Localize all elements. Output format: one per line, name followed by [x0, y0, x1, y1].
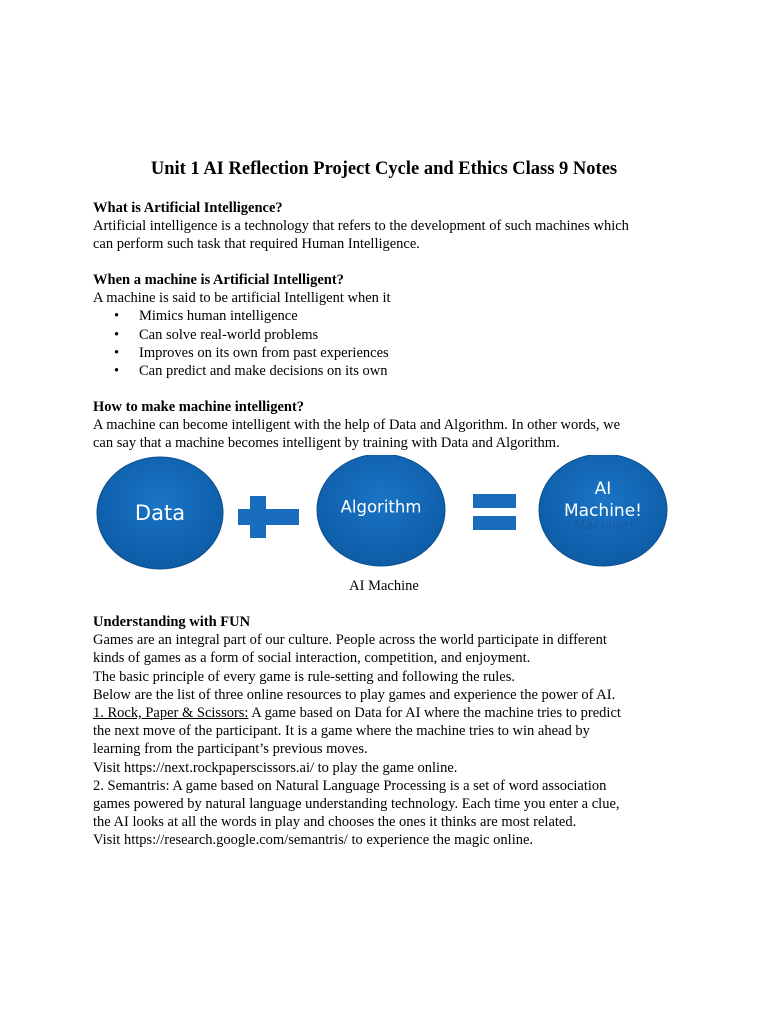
ai-machine-label-shadow: Machine!: [574, 518, 634, 534]
section-heading: What is Artificial Intelligence?: [93, 200, 283, 216]
ai-machine-label-line1: AI: [594, 479, 612, 499]
paragraph-line: The basic principle of every game is rule-setting and following the rules.: [93, 668, 515, 685]
paragraph-line: kinds of games as a form of social interaction, competition, and enjoyment.: [93, 650, 531, 667]
game-title-rock-paper-scissors: 1. Rock, Paper & Scissors:: [93, 705, 249, 722]
paragraph-line: can say that a machine becomes intelligent by training with Data and Algorithm.: [93, 435, 560, 452]
list-item: [93, 362, 683, 380]
section-how-to-make-intelligent: [93, 398, 683, 453]
paragraph-text: A game based on Data for AI where the machine tries to predict: [248, 705, 621, 722]
paragraph-line: the AI looks at all the words in play and chooses the ones it thinks are most related.: [93, 814, 577, 831]
data-circle-label: Data: [134, 501, 186, 525]
paragraph-line: Games are an integral part of our culture. People across the world participate in different: [93, 632, 607, 649]
list-item-text: Improves on its own from past experiences: [139, 344, 389, 361]
data-circle: [97, 457, 223, 569]
section-when-machine-intelligent: [93, 271, 683, 380]
section-what-is-ai: [93, 199, 683, 254]
bullet-icon: •: [114, 326, 120, 343]
paragraph-line: Visit https://research.google.com/semantris/ to experience the magic online.: [93, 832, 534, 849]
ai-machine-diagram: [93, 455, 673, 573]
list-item-text: Can predict and make decisions on its own: [139, 363, 388, 380]
algorithm-circle: [317, 455, 445, 566]
list-item: [93, 326, 683, 344]
section-heading: When a machine is Artificial Intelligent?: [93, 272, 344, 288]
bullet-icon: •: [114, 308, 120, 325]
paragraph-line: can perform such task that required Human Intelligence.: [93, 236, 420, 253]
paragraph-line: the next move of the participant. It is a game where the machine tries to win ahead by: [93, 723, 590, 740]
ai-machine-circle: [539, 455, 667, 566]
plus-icon: [238, 496, 299, 538]
paragraph-line: learning from the participant’s previous moves.: [93, 741, 368, 758]
section-understanding-with-fun: [93, 613, 683, 850]
section-heading: Understanding with FUN: [93, 614, 251, 630]
algorithm-circle-label: Algorithm: [340, 497, 422, 517]
diagram-caption: AI Machine: [349, 578, 419, 594]
paragraph-line: 2. Semantris: A game based on Natural Language Processing is a set of word association: [93, 777, 607, 794]
section-heading: How to make machine intelligent?: [93, 399, 305, 415]
paragraph-line: A machine is said to be artificial Intelligent when it: [93, 290, 391, 307]
bullet-icon: •: [114, 344, 120, 361]
page-title: Unit 1 AI Reflection Project Cycle and Ethics Class 9 Notes: [150, 159, 618, 179]
paragraph-line: A machine can become intelligent with the help of Data and Algorithm. In other words, we: [93, 417, 621, 434]
list-item-text: Can solve real-world problems: [139, 326, 319, 343]
equals-icon: [473, 494, 516, 530]
paragraph-line: Below are the list of three online resources to play games and experience the power of AI.: [93, 686, 616, 703]
list-item: [93, 307, 683, 325]
list-item: [93, 344, 683, 362]
ai-machine-label-line2: Machine!: [564, 501, 642, 521]
paragraph-line: Artificial intelligence is a technology that refers to the development of such machines which: [93, 218, 629, 235]
bullet-list: [93, 307, 683, 380]
paragraph-line: [93, 704, 683, 722]
list-item-text: Mimics human intelligence: [139, 308, 298, 325]
paragraph-line: Visit https://next.rockpaperscissors.ai/ to play the game online.: [93, 759, 458, 776]
paragraph-line: games powered by natural language understanding technology. Each time you enter a clue,: [93, 796, 620, 813]
bullet-icon: •: [114, 363, 120, 380]
